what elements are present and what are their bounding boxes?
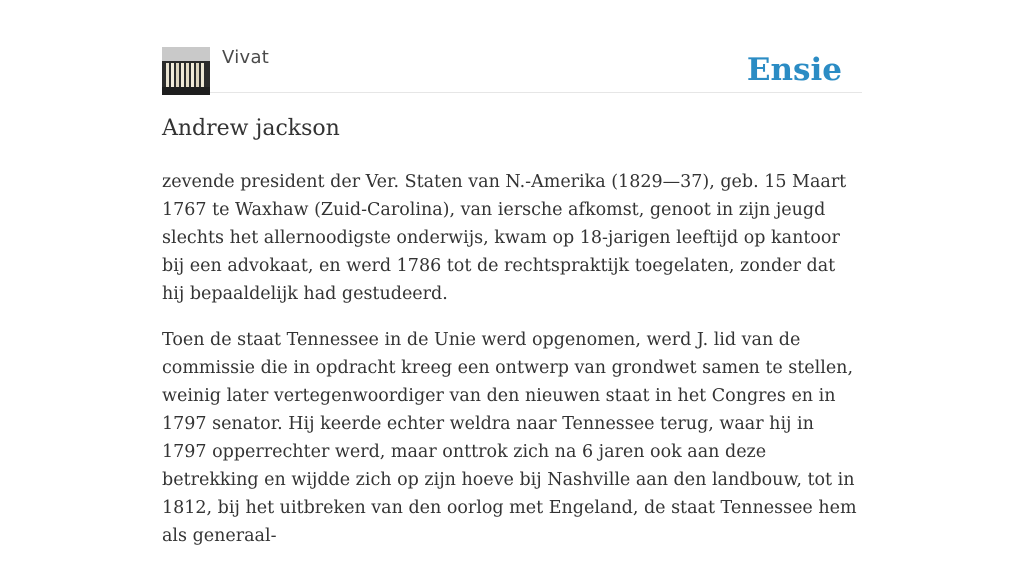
author-name[interactable]: Vivat <box>222 47 270 68</box>
author-avatar[interactable] <box>162 47 210 95</box>
article-paragraph: Toen de staat Tennessee in de Unie werd opgenomen, werd J. lid van de commissie die in opdracht kreeg een ontwerp van grondwet samen te stellen, weinig later vertegenwoordiger van den nieuwen staat in het Congres en in 1797 senator. Hij keerde echter weldra naar Tennessee terug, waar hij in 1797 opperrechter werd, maar onttrok zich na 6 jaren ook aan deze betrekking en wijdde zich op zijn hoeve bij Nashville aan den landbouw, tot in 1812, bij het uitbreken van den oorlog met Engeland, de staat Tennessee hem als generaal- <box>162 330 857 546</box>
site-header <box>162 46 862 93</box>
article-body <box>162 168 862 568</box>
brand-logo[interactable]: Ensie <box>746 52 842 88</box>
stacked-books-avatar-icon <box>162 47 210 95</box>
article-paragraph: zevende president der Ver. Staten van N.-Amerika (1829—37), geb. 15 Maart 1767 te Waxhaw (Zuid-Carolina), van iersche afkomst, genoot in zijn jeugd slechts het allernoodigste onderwijs, kwam op 18-jarigen leeftijd op kantoor bij een advokaat, en werd 1786 tot de rechtspraktijk toegelaten, zonder dat hij bepaaldelijk had gestudeerd. <box>162 172 847 304</box>
article-title: Andrew jackson <box>162 116 340 141</box>
